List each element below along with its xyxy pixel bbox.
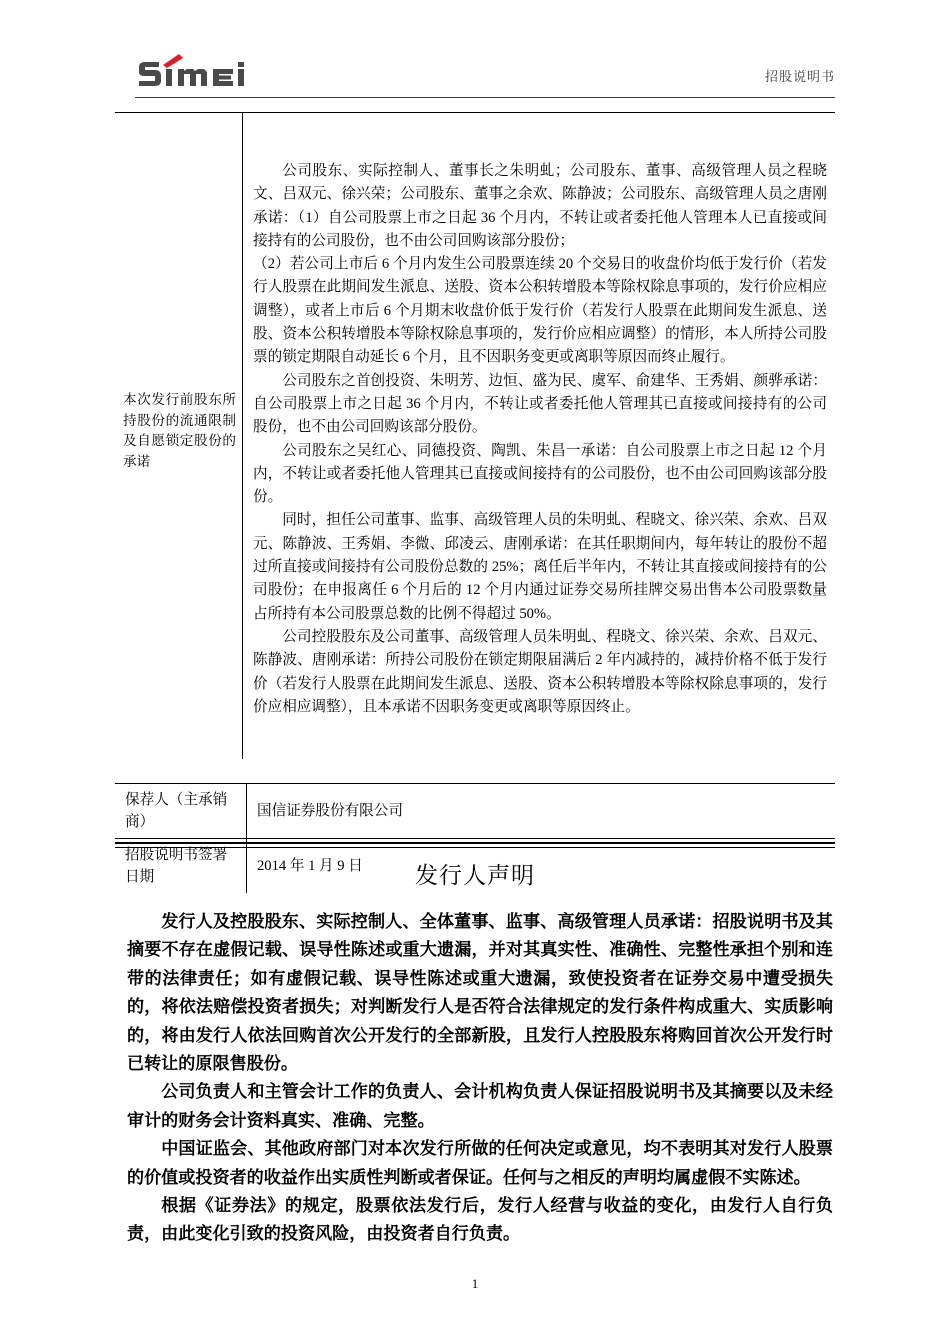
commitment-paragraph: 公司股东、实际控制人、董事长之朱明虬；公司股东、董事、高级管理人员之程晓文、吕双元、徐兴荣；公司股东、董事之余欢、陈静波；公司股东、高级管理人员之唐刚承诺：（1）自公司股票上市之日起 36 个月内，不转让或者委托他人管理本人已直接或间接持有的公司股份，也不由公司回购该部分股份； xyxy=(253,163,827,249)
declaration-paragraph: 公司负责人和主管会计工作的负责人、会计机构负责人保证招股说明书及其摘要以及未经审计的财务会计资料真实、准确、完整。 xyxy=(127,1082,833,1131)
signing-date-value: 2014 年 1 月 9 日 xyxy=(247,839,836,894)
declaration-paragraph: 发行人及控股股东、实际控制人、全体董事、监事、高级管理人员承诺：招股说明书及其摘要不存在虚假记载、误导性陈述或重大遗漏，并对其真实性、准确性、完整性承担个别和连带的法律责任；如有虚假记载、误导性陈述或重大遗漏，致使投资者在证券交易中遭受损失的，将依法赔偿投资者损失；对判断发行人是否符合法律规定的发行条件构成重大、实质影响的，将由发行人依法回购首次公开发行的全部新股，且发行人控股股东将购回首次公开发行时已转让的原限售股份。 xyxy=(127,912,833,1075)
commitment-paragraph: 同时，担任公司董事、监事、高级管理人员的朱明虬、程晓文、徐兴荣、余欢、吕双元、陈静波、王秀娟、李微、邱凌云、唐刚承诺：在其任职期间内，每年转让的股份不超过所直接或间接持有公司股份总数的 25%；离任后半年内，不转让其直接或间接持有的公司股份；在申报离任 6 个月后的 12 个月内通过证券交易所挂牌交易出售本公司股票数量占所持有本公司股票总数的比例不得超过 50%。 xyxy=(253,512,827,622)
page-number: 1 xyxy=(471,1277,479,1291)
declaration-paragraph: 根据《证券法》的规定，股票依法发行后，发行人经营与收益的变化，由发行人自行负责，由此变化引致的投资风险，由投资者自行负责。 xyxy=(127,1196,833,1245)
sponsor-label: 保荐人（主承销商） xyxy=(115,784,247,839)
section-divider xyxy=(115,842,835,848)
commitments-table xyxy=(115,112,835,759)
simei-logo-icon xyxy=(135,52,265,96)
page-header xyxy=(115,52,835,104)
header-rule xyxy=(135,97,835,98)
declaration-body xyxy=(127,908,833,1249)
commitment-label: 本次发行前股东所持股份的流通限制及自愿锁定股份的承诺 xyxy=(123,392,236,469)
commitment-paragraph: 公司控股股东及公司董事、高级管理人员朱明虬、程晓文、徐兴荣、余欢、吕双元、陈静波、唐刚承诺：所持公司股份在锁定期限届满后 2 年内减持的，减持价格不低于发行价（若发行人股票在此期间发生派息、送股、资本公积转增股本等除权除息事项的，发行价应相应调整），且本承诺不因职务变更或离职等原因终止。 xyxy=(253,628,827,715)
sponsor-value: 国信证券股份有限公司 xyxy=(247,784,836,839)
declaration-paragraph: 中国证监会、其他政府部门对本次发行所做的任何决定或意见，均不表明其对发行人股票的价值或投资者的收益作出实质性判断或者保证。任何与之相反的声明均属虚假不实陈述。 xyxy=(127,1139,833,1188)
header-title: 招股说明书 xyxy=(764,70,835,85)
table-row xyxy=(115,112,835,759)
commitment-body-cell xyxy=(243,112,836,759)
commitment-paragraph: 公司股东之吴红心、同德投资、陶凯、朱昌一承诺：自公司股票上市之日起 12 个月内，不转让或者委托他人管理其已直接或间接持有的公司股份，也不由公司回购该部分股份。 xyxy=(253,442,827,506)
commitment-paragraphs xyxy=(253,160,827,719)
signing-date-label: 招股说明书签署日期 xyxy=(115,839,247,894)
commitment-paragraph: 公司股东之首创投资、朱明芳、边恒、盛为民、虞军、俞建华、王秀娟、颜骅承诺：自公司股票上市之日起 36 个月内，不转让或者委托他人管理其已直接或间接持有的公司股份，也不由公司回购该部分股份。 xyxy=(253,372,827,436)
commitment-label-cell xyxy=(115,112,243,759)
table-row xyxy=(115,784,835,839)
declaration-title: 发行人声明 xyxy=(415,863,535,889)
commitment-paragraph: （2）若公司上市后 6 个月内发生公司股票连续 20 个交易日的收盘价均低于发行价（若发行人股票在此期间发生派息、送股、资本公积转增股本等除权除息事项的，发行价应相应调整），或者上市后 6 个月期末收盘价低于发行价（若发行人股票在此期间发生派息、送股、资本公积转增股本等除权除息事项的，发行价应相应调整）的情形，本人所持公司股票的锁定期限自动延长 6 个月，且不因职务变更或离职等原因而终止履行。 xyxy=(253,256,827,366)
